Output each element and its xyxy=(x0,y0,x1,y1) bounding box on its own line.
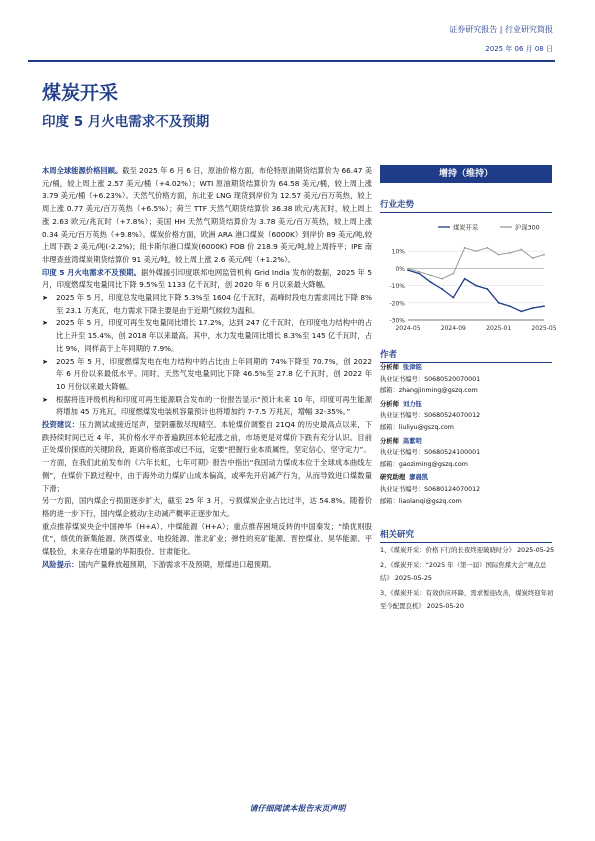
paragraph-investment xyxy=(42,419,372,457)
y-tick-label: -30% xyxy=(389,317,405,325)
legend-label: 煤炭开采 xyxy=(453,224,479,232)
author-entry xyxy=(380,399,552,434)
data-point xyxy=(509,305,511,307)
data-point xyxy=(430,274,432,276)
x-tick-label: 2025-05 xyxy=(531,325,557,332)
paragraph-heading: 风险提示： xyxy=(42,559,79,569)
page-title: 印度 5 月火电需求不及预期 xyxy=(42,114,210,130)
author-role: 分析师 xyxy=(380,400,399,408)
bullet-arrow-icon: ➤ xyxy=(42,294,48,303)
data-point xyxy=(509,252,511,254)
paragraph-energy-prices xyxy=(42,165,372,267)
authors-heading: 作者 xyxy=(380,348,552,363)
data-point xyxy=(407,268,409,270)
author-entry xyxy=(380,472,552,507)
paragraph-text: 国内产量释放超预期，下游需求不及预期，原煤进口超预期。 xyxy=(78,559,276,569)
data-point xyxy=(532,307,534,309)
data-point xyxy=(498,254,500,256)
bullet-arrow-icon: ➤ xyxy=(42,357,48,366)
related-item[interactable]: 2、《煤炭开采：“2025 年（第一届）国际焦煤大会”观点总结》 2025-05-25 xyxy=(380,561,547,582)
data-point xyxy=(418,273,420,275)
footer-disclaimer: 请仔细阅读本报告末页声明 xyxy=(249,804,346,813)
report-body xyxy=(42,165,372,572)
data-point xyxy=(452,297,454,299)
header-divider xyxy=(28,60,555,62)
author-email[interactable]: 邮箱：zhangjinming@gszq.com xyxy=(380,387,478,395)
related-heading: 相关研究 xyxy=(380,528,552,543)
paragraph-india-power xyxy=(42,267,372,292)
x-tick-label: 2024-05 xyxy=(395,325,421,332)
data-point xyxy=(452,273,454,275)
bullet-arrow-icon: ➤ xyxy=(42,319,48,328)
data-point xyxy=(430,281,432,283)
paragraph-risk xyxy=(42,559,372,572)
author-role: 分析师 xyxy=(380,437,399,445)
bullet-item xyxy=(42,394,372,419)
data-point xyxy=(486,247,488,249)
bullet-text: 根据将连评级机构和印度可再生能源联合发布的一份报告显示“预计未来 10 年，印度可再生能源将增加 45 万兆瓦，印度燃煤发电装机容量预计也将增加约 7-7.5 万兆瓦，增幅 32-35%。” xyxy=(56,394,372,417)
author-role: 分析师 xyxy=(380,364,399,371)
data-point xyxy=(543,305,545,307)
bullet-text: 2025 年 5 月，印度总发电量同比下降 5.3%至 1604 亿千瓦时，高峰时段电力需求同比下降 8%至 23.1 万兆瓦，电力需求下降主要是由于近期气候较为温和。 xyxy=(56,293,372,315)
author-cert: 执业证书编号：S0680524070012 xyxy=(380,412,481,420)
data-point xyxy=(418,271,420,273)
series-line xyxy=(408,248,544,279)
data-point xyxy=(464,247,466,249)
bullet-arrow-icon: ➤ xyxy=(42,395,48,404)
x-tick-label: 2024-09 xyxy=(440,325,466,332)
related-list xyxy=(380,544,558,615)
data-point xyxy=(520,311,522,313)
data-point xyxy=(520,249,522,251)
paragraph-other-side: 另一方面，国内煤企亏损面逐步扩大，截至 25 年 3 月，亏损煤炭企业占比过半，达 54.8%。随着价格的进一步下行，国内煤企被动/主动减产概率正逐步加大。 xyxy=(42,496,372,518)
related-item[interactable]: 1、《煤炭开采：价格下行的长夜终迎破晓时分》 2025-05-25 xyxy=(380,546,555,554)
report-date: 2025 年 06 月 08 日 xyxy=(485,45,553,53)
author-email[interactable]: 邮箱：liuliyu@gszq.com xyxy=(380,423,454,431)
paragraph-recommendation: 重点推荐煤炭央企中国神华（H+A）、中煤能源（H+A）；重点推荐困境反转的中国秦发；“绩优则股优”，绩优的新集能源、陕西煤业、电投能源、淮北矿业；弹性的兖矿能源、晋控煤业、昊华能源、平煤股份，未来存在增量的华阳股份、甘肃能化。 xyxy=(42,521,372,557)
related-item[interactable]: 3、《煤炭开采：有效供应环降，需求暂迎改善，煤炭终迎年初至今配置良机》 2025-05-20 xyxy=(380,589,554,610)
author-cert: 执业证书编号：S0680124070012 xyxy=(380,485,481,493)
paragraph-text: 据外媒援引印度联邦电网监管机构 Grid India 发布的数据，2025 年 5 月，印度燃煤发电量同比下降 9.5%至 1133 亿千瓦时，创 2020 年 6 月以来最大降幅。 xyxy=(42,267,372,290)
author-cert: 执业证书编号：S0680524100001 xyxy=(380,449,481,457)
author-email[interactable]: 邮箱：liaolanqi@gszq.com xyxy=(380,497,462,505)
bullet-text: 2025 年 5 月，印度可再生发电量同比增长 17.2%，达到 247 亿千瓦时，在印度电力结构中的占比上升至 15.4%，创 2018 年以来最高。其中，水力发电量同比增长 8.3%至 145 亿千瓦时，占比 9%，同样高于上年同期的 7.9%。 xyxy=(56,318,372,353)
data-point xyxy=(543,254,545,256)
author-name: 高紫明 xyxy=(402,437,422,445)
data-point xyxy=(498,302,500,304)
bullet-text: 2025 年 5 月，印度燃煤发电在电力结构中的占比由上年同期的 74%下降至 70.7%，创 2022 年 6 月份以来最低水平。同时，天然气发电量同比下降 46.5%至 27.8 亿千瓦时，创 2022 年 10 月份以来最大降幅。 xyxy=(56,356,372,391)
paragraph-one-side: 一方面，在我们此前发布的《六年长虹，七年可期》报告中指出“我国动力煤成本位于全球成本曲线左侧”，在煤价下跌过程中，由于海外动力煤矿山成本偏高，或率先开启减产行为，从而导致进口煤数量下滑； xyxy=(42,458,372,493)
y-tick-label: -10% xyxy=(389,283,405,291)
y-tick-label: 10% xyxy=(391,248,405,256)
series-line xyxy=(408,270,544,311)
data-point xyxy=(475,250,477,252)
author-entry xyxy=(380,436,552,471)
authors-list xyxy=(380,362,552,509)
report-type: 证券研究报告 | 行业研究简报 xyxy=(449,25,553,34)
paragraph-text: 截至 2025 年 6 月 6 日，原油价格方面，布伦特原油期货结算价为 66.47 美元/桶，较上周上涨 2.57 美元/桶（+4.02%）；WTI 原油期货结算价为 64.58 美元/桶，较上周上涨 3.79 美元/桶（+6.23%）。天然气价格方面，东北亚 LNG 现货到岸价为 12.57 美元/百万英热，较上周上涨 0.77 美元/百万英热（+6.5%）；荷兰 TTF 天然气期货结算价 36.38 欧元/兆瓦时，较上周上涨 2.63 欧元/兆瓦时（+7.8%）；美国 HH 天然气期货结算价为 3.78 美元/百万英热，较上周上涨 0.34 美元/百万英热（+9.8%）。煤炭价格方面，欧洲 ARA 港口煤炭（6000K）到岸价 89 美元/吨,较上周下跌 2 美元/吨(-2.2%)；纽卡斯尔港口煤炭(6000K) FOB 价 218.9 美元/吨,较上周持平；IPE 南非理查兹湾煤炭期货结算价 91 美元/吨，较上周上涨 2.6 美元/吨（+1.2%）。 xyxy=(42,166,372,264)
data-point xyxy=(532,257,534,259)
rating-badge: 增持（维持） xyxy=(380,165,552,183)
author-entry xyxy=(380,362,552,397)
paragraph-heading: 印度 5 月火电需求不及预期。 xyxy=(42,267,141,277)
trend-chart xyxy=(378,220,557,340)
trend-heading: 行业走势 xyxy=(380,198,552,213)
data-point xyxy=(486,288,488,290)
data-point xyxy=(475,285,477,287)
y-tick-label: 0% xyxy=(395,265,405,273)
data-point xyxy=(407,269,409,271)
legend-label: 沪深300 xyxy=(515,224,540,232)
author-name: 张津铭 xyxy=(402,364,422,371)
data-point xyxy=(441,278,443,280)
author-email[interactable]: 邮箱：gaoziming@gszq.com xyxy=(380,460,468,468)
bullet-item xyxy=(42,356,372,394)
sector-title: 煤炭开采 xyxy=(42,82,119,104)
paragraph-heading: 投资建议： xyxy=(42,420,80,430)
bullet-item xyxy=(42,292,372,317)
author-cert: 执业证书编号：S0680520070001 xyxy=(380,375,481,383)
author-name: 廖晨凯 xyxy=(409,474,429,482)
paragraph-text: 压力测试或接近尾声，望阴霾散尽现晴空。本轮煤价调整自 21Q4 的历史最高点以来，下跌持续时间已近 4 年，其价格水平亦普遍跌回本轮起涨之前，市场更是对煤价下跌有充分认识。目前正处煤价探底的关键阶段，距离价格底部或已不远，定要“把握行业本质属性，坚定信心，坚守定力”。 xyxy=(42,420,373,455)
x-tick-label: 2025-01 xyxy=(486,325,512,332)
author-name: 刘力钰 xyxy=(402,400,422,408)
data-point xyxy=(464,278,466,280)
bullet-item xyxy=(42,317,372,355)
y-tick-label: -20% xyxy=(389,300,405,308)
author-role: 研究助理 xyxy=(380,474,406,482)
paragraph-heading: 本周全球能源价格回顾。 xyxy=(42,166,123,175)
report-header xyxy=(449,24,553,54)
data-point xyxy=(441,288,443,290)
